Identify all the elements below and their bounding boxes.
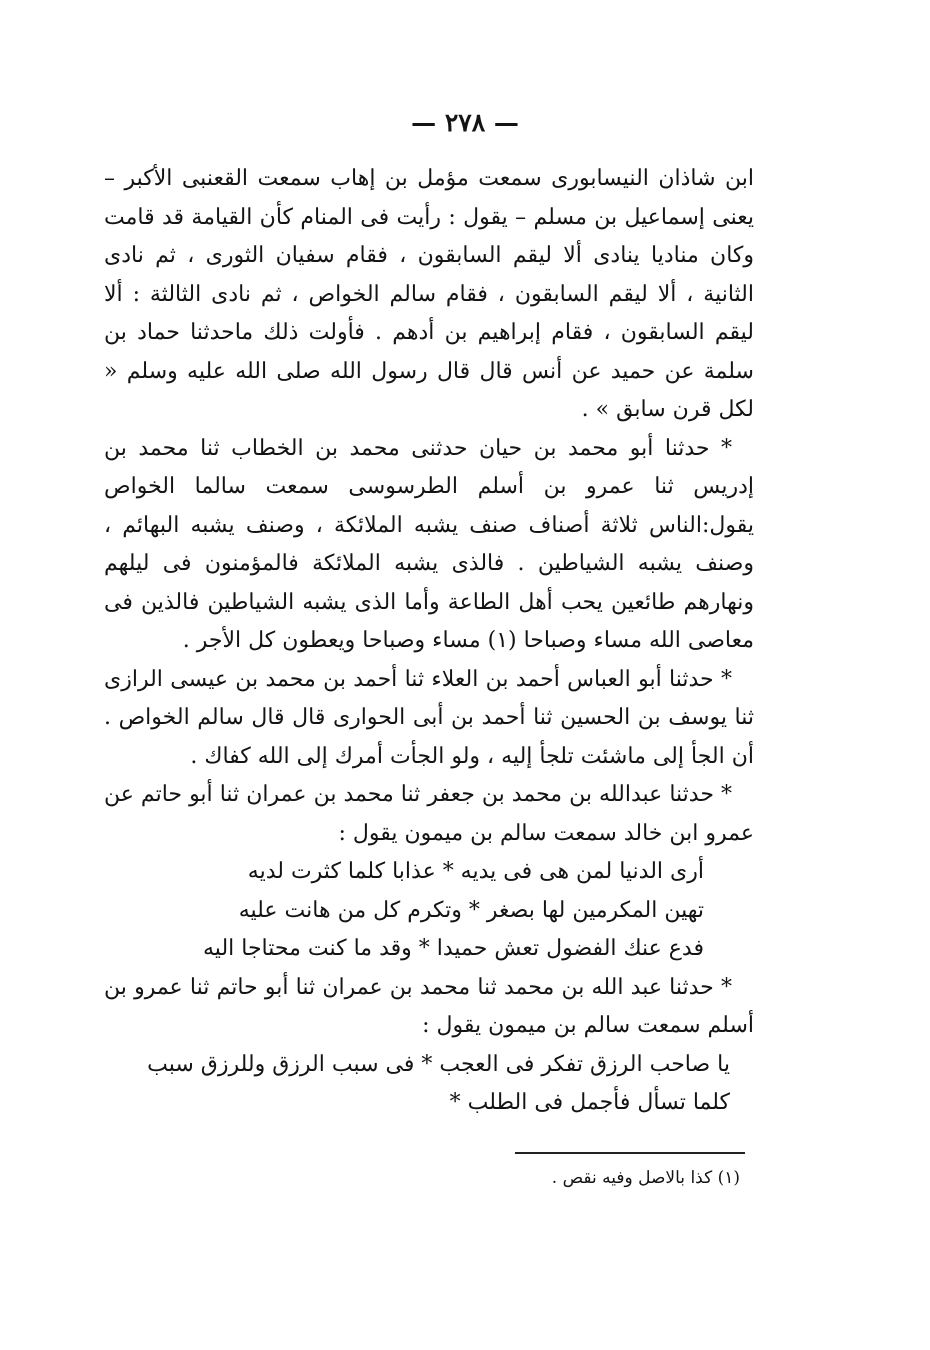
footnote-divider (515, 1152, 745, 1154)
text-line: * حدثنا أبو العباس أحمد بن العلاء ثنا أحمد بن محمد بن عيسى الرازى (104, 666, 732, 692)
paragraph-2 (104, 430, 754, 661)
text-line: قال قال رسول الله صلى الله عليه وسلم « لكل قرن سابق » . (104, 358, 754, 422)
text-line: الجأ إلى ماشئت تلجأ إليه ، ولو الجأت أمرك إلى الله كفاك . (190, 743, 725, 769)
text-line: سمعت سالم بن ميمون يقول : (422, 1013, 701, 1038)
text-line: * حدثنا عبدالله بن محمد بن جعفر ثنا محمد بن عمران ثنا أبو حاتم عن عمرو (104, 782, 754, 846)
text-line: يشبه الملائكة فالمؤمنون فى ليلهم ونهارهم طائعين يحب أهل الطاعة وأما الذى (104, 551, 754, 615)
text-line: إبراهيم بن أدهم . فأولت ذلك ماحدثنا حماد بن سلمة عن حميد عن أنس (104, 320, 754, 384)
poem-verse: فدع عنك الفضول تعش حميدا * وقد ما كنت محتاجا اليه (203, 936, 704, 961)
paragraph-4 (104, 776, 754, 853)
footnote: (١) كذا بالاصل وفيه نقص . (551, 1168, 740, 1188)
text-line: ابن خالد سمعت سالم بن ميمون يقول : (338, 820, 699, 846)
paragraph-1 (104, 160, 754, 430)
text-line: إسماعيل بن مسلم – يقول : رأيت فى المنام كأن القيامة قد قامت وكان مناديا (104, 204, 755, 268)
paragraph-5 (104, 969, 754, 1046)
text-line: ثنا عمرو بن أسلم الطرسوسى سمعت سالما الخواص يقول:الناس ثلاثة أصناف (104, 474, 755, 538)
text-line: * حدثنا أبو محمد بن حيان حدثنى محمد بن الخطاب ثنا محمد بن إدريس (104, 435, 754, 499)
poem-verse: يا صاحب الرزق تفكر فى العجب * فى سبب الرزق وللرزق سبب (147, 1051, 730, 1077)
poem-2 (104, 1046, 730, 1123)
poem-verse: أرى الدنيا لمن هى فى يديه * عذابا كلما كثرت لديه (247, 859, 704, 884)
main-text (104, 160, 754, 1123)
text-line: صنف يشبه الملائكة ، وصنف يشبه البهائم ، وصنف يشبه الشياطين . فالذى (104, 512, 754, 576)
poem-1 (184, 853, 704, 969)
text-line: يشبه الشياطين فالذين فى معاصى الله مساء وصباحا (١) مساء وصباحا (104, 589, 754, 653)
text-line: * حدثنا عبد الله بن محمد ثنا محمد بن عمران ثنا أبو حاتم ثنا عمرو بن أسلم (104, 974, 754, 1038)
text-line: السابقون ، فقام سالم الخواص ، ثم نادى الثالثة : ألا ليقم السابقون ، فقام (104, 281, 754, 345)
text-line: ينادى ألا ليقم السابقون ، فقام سفيان الثورى ، ثم نادى الثانية ، ألا ليقم (104, 243, 754, 307)
poem-verse: كلما تسأل فأجمل فى الطلب * (449, 1090, 730, 1115)
text-line: ويعطون كل الأجر . (182, 628, 356, 653)
text-line: ابن شاذان النيسابورى سمعت مؤمل بن إهاب سمعت القعنبى الأكبر – يعنى (104, 166, 754, 230)
paragraph-3 (104, 661, 754, 777)
page-number: — ٢٧٨ — (411, 108, 519, 137)
text-line: ثنا يوسف بن الحسين ثنا أحمد بن أبى الحوارى قال قال سالم الخواص . أن (104, 705, 754, 769)
poem-verse: تهين المكرمين لها بصغر * وتكرم كل من هانت عليه (238, 897, 704, 923)
